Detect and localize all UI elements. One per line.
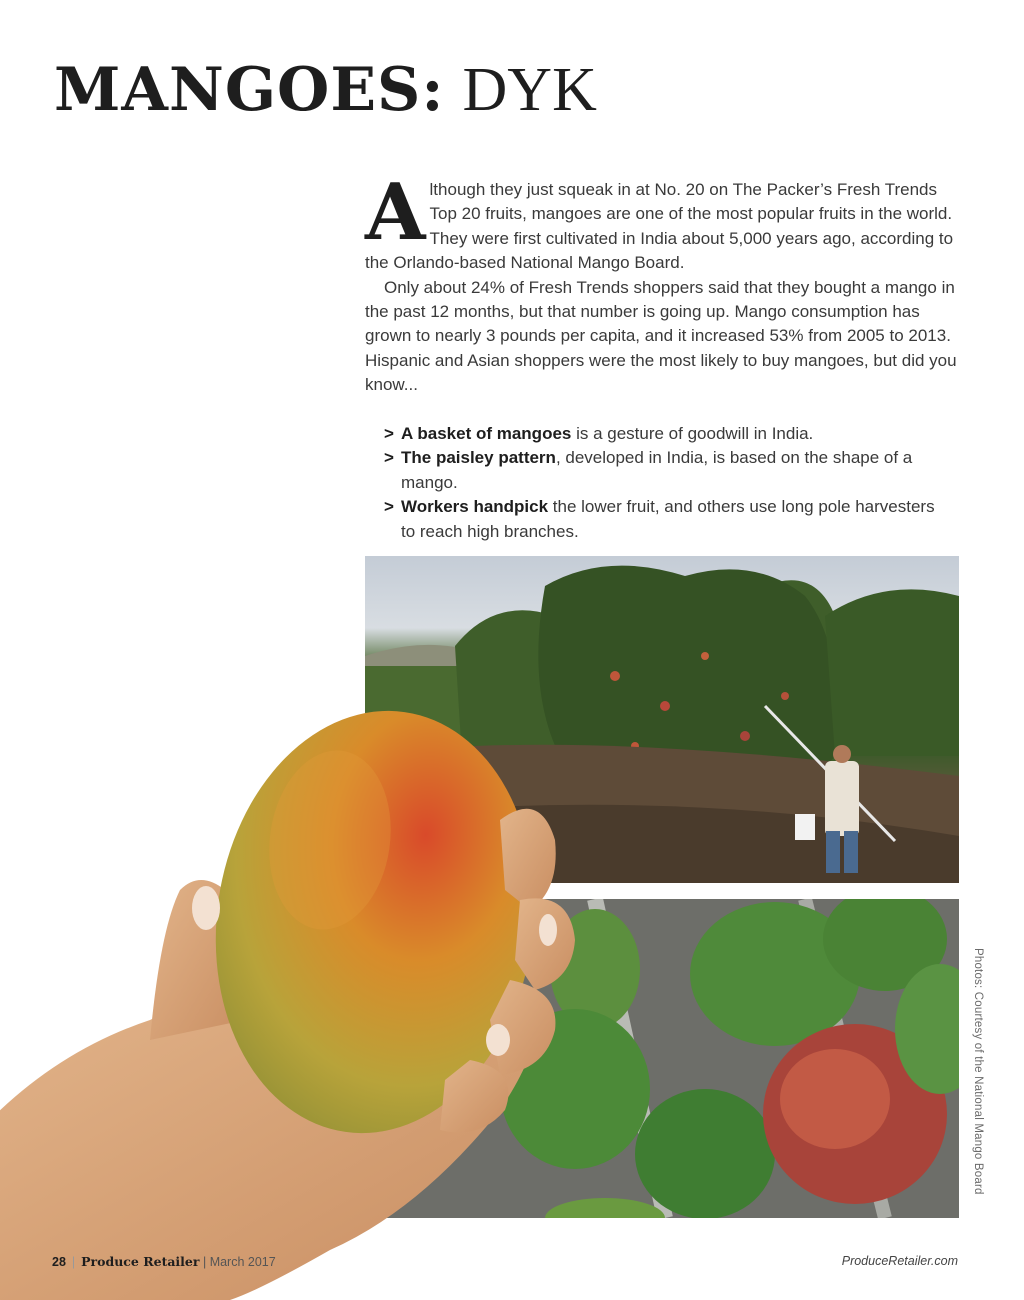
fact-lead: A basket of mangoes bbox=[401, 424, 572, 443]
fact-marker: > bbox=[384, 448, 394, 468]
fact-item bbox=[384, 422, 944, 446]
fact-marker: > bbox=[384, 497, 394, 517]
photo-credit bbox=[966, 948, 986, 1220]
issue-date: | March 2017 bbox=[202, 1255, 276, 1269]
fact-text: is a gesture of goodwill in India. bbox=[571, 424, 814, 443]
photo-credit-text: Photos: Courtesy of the National Mango Board bbox=[972, 948, 984, 1195]
publication-name: Produce Retailer bbox=[81, 1254, 200, 1269]
second-paragraph: Only about 24% of Fresh Trends shoppers said that they bought a mango in the past 12 months, but that number is going up. Mango consumption has grown to nearly 3 pounds per capita, and it increased 53% from 2005 to 2013. Hispanic and Asian shoppers were the most likely to buy mangoes, but did you know... bbox=[365, 277, 957, 395]
hand-holding-mango-photo bbox=[0, 690, 600, 1300]
intro-paragraph bbox=[365, 167, 957, 276]
fact-text: , developed in India, is based on the shape of a mango. bbox=[401, 448, 913, 492]
page-number: 28 bbox=[52, 1255, 66, 1269]
article-body bbox=[365, 167, 957, 398]
fact-marker: > bbox=[384, 424, 394, 443]
fact-lead: The paisley pattern bbox=[401, 448, 556, 468]
title-sub: DYK bbox=[462, 56, 597, 124]
website-url: ProduceRetailer.com bbox=[841, 1254, 958, 1268]
page-title bbox=[54, 52, 597, 128]
fact-item bbox=[384, 446, 944, 495]
fact-text: the lower fruit, and others use long pole harvesters to reach high branches. bbox=[401, 497, 935, 541]
footer-separator: | bbox=[71, 1255, 76, 1269]
intro-text: lthough they just squeak in at No. 20 on The Packer’s Fresh Trends Top 20 fruits, mangoes are one of the most popular fruits in the world. They were first cultivated in India about 5,000 years ago, according to the Orlando-based National Mango Board. bbox=[365, 180, 954, 273]
title-main: MANGOES: bbox=[54, 55, 445, 125]
facts-list bbox=[384, 422, 944, 544]
page-footer bbox=[52, 1254, 276, 1269]
fact-lead: Workers handpick bbox=[401, 497, 549, 517]
fact-item bbox=[384, 495, 944, 544]
drop-cap: A bbox=[365, 167, 426, 258]
